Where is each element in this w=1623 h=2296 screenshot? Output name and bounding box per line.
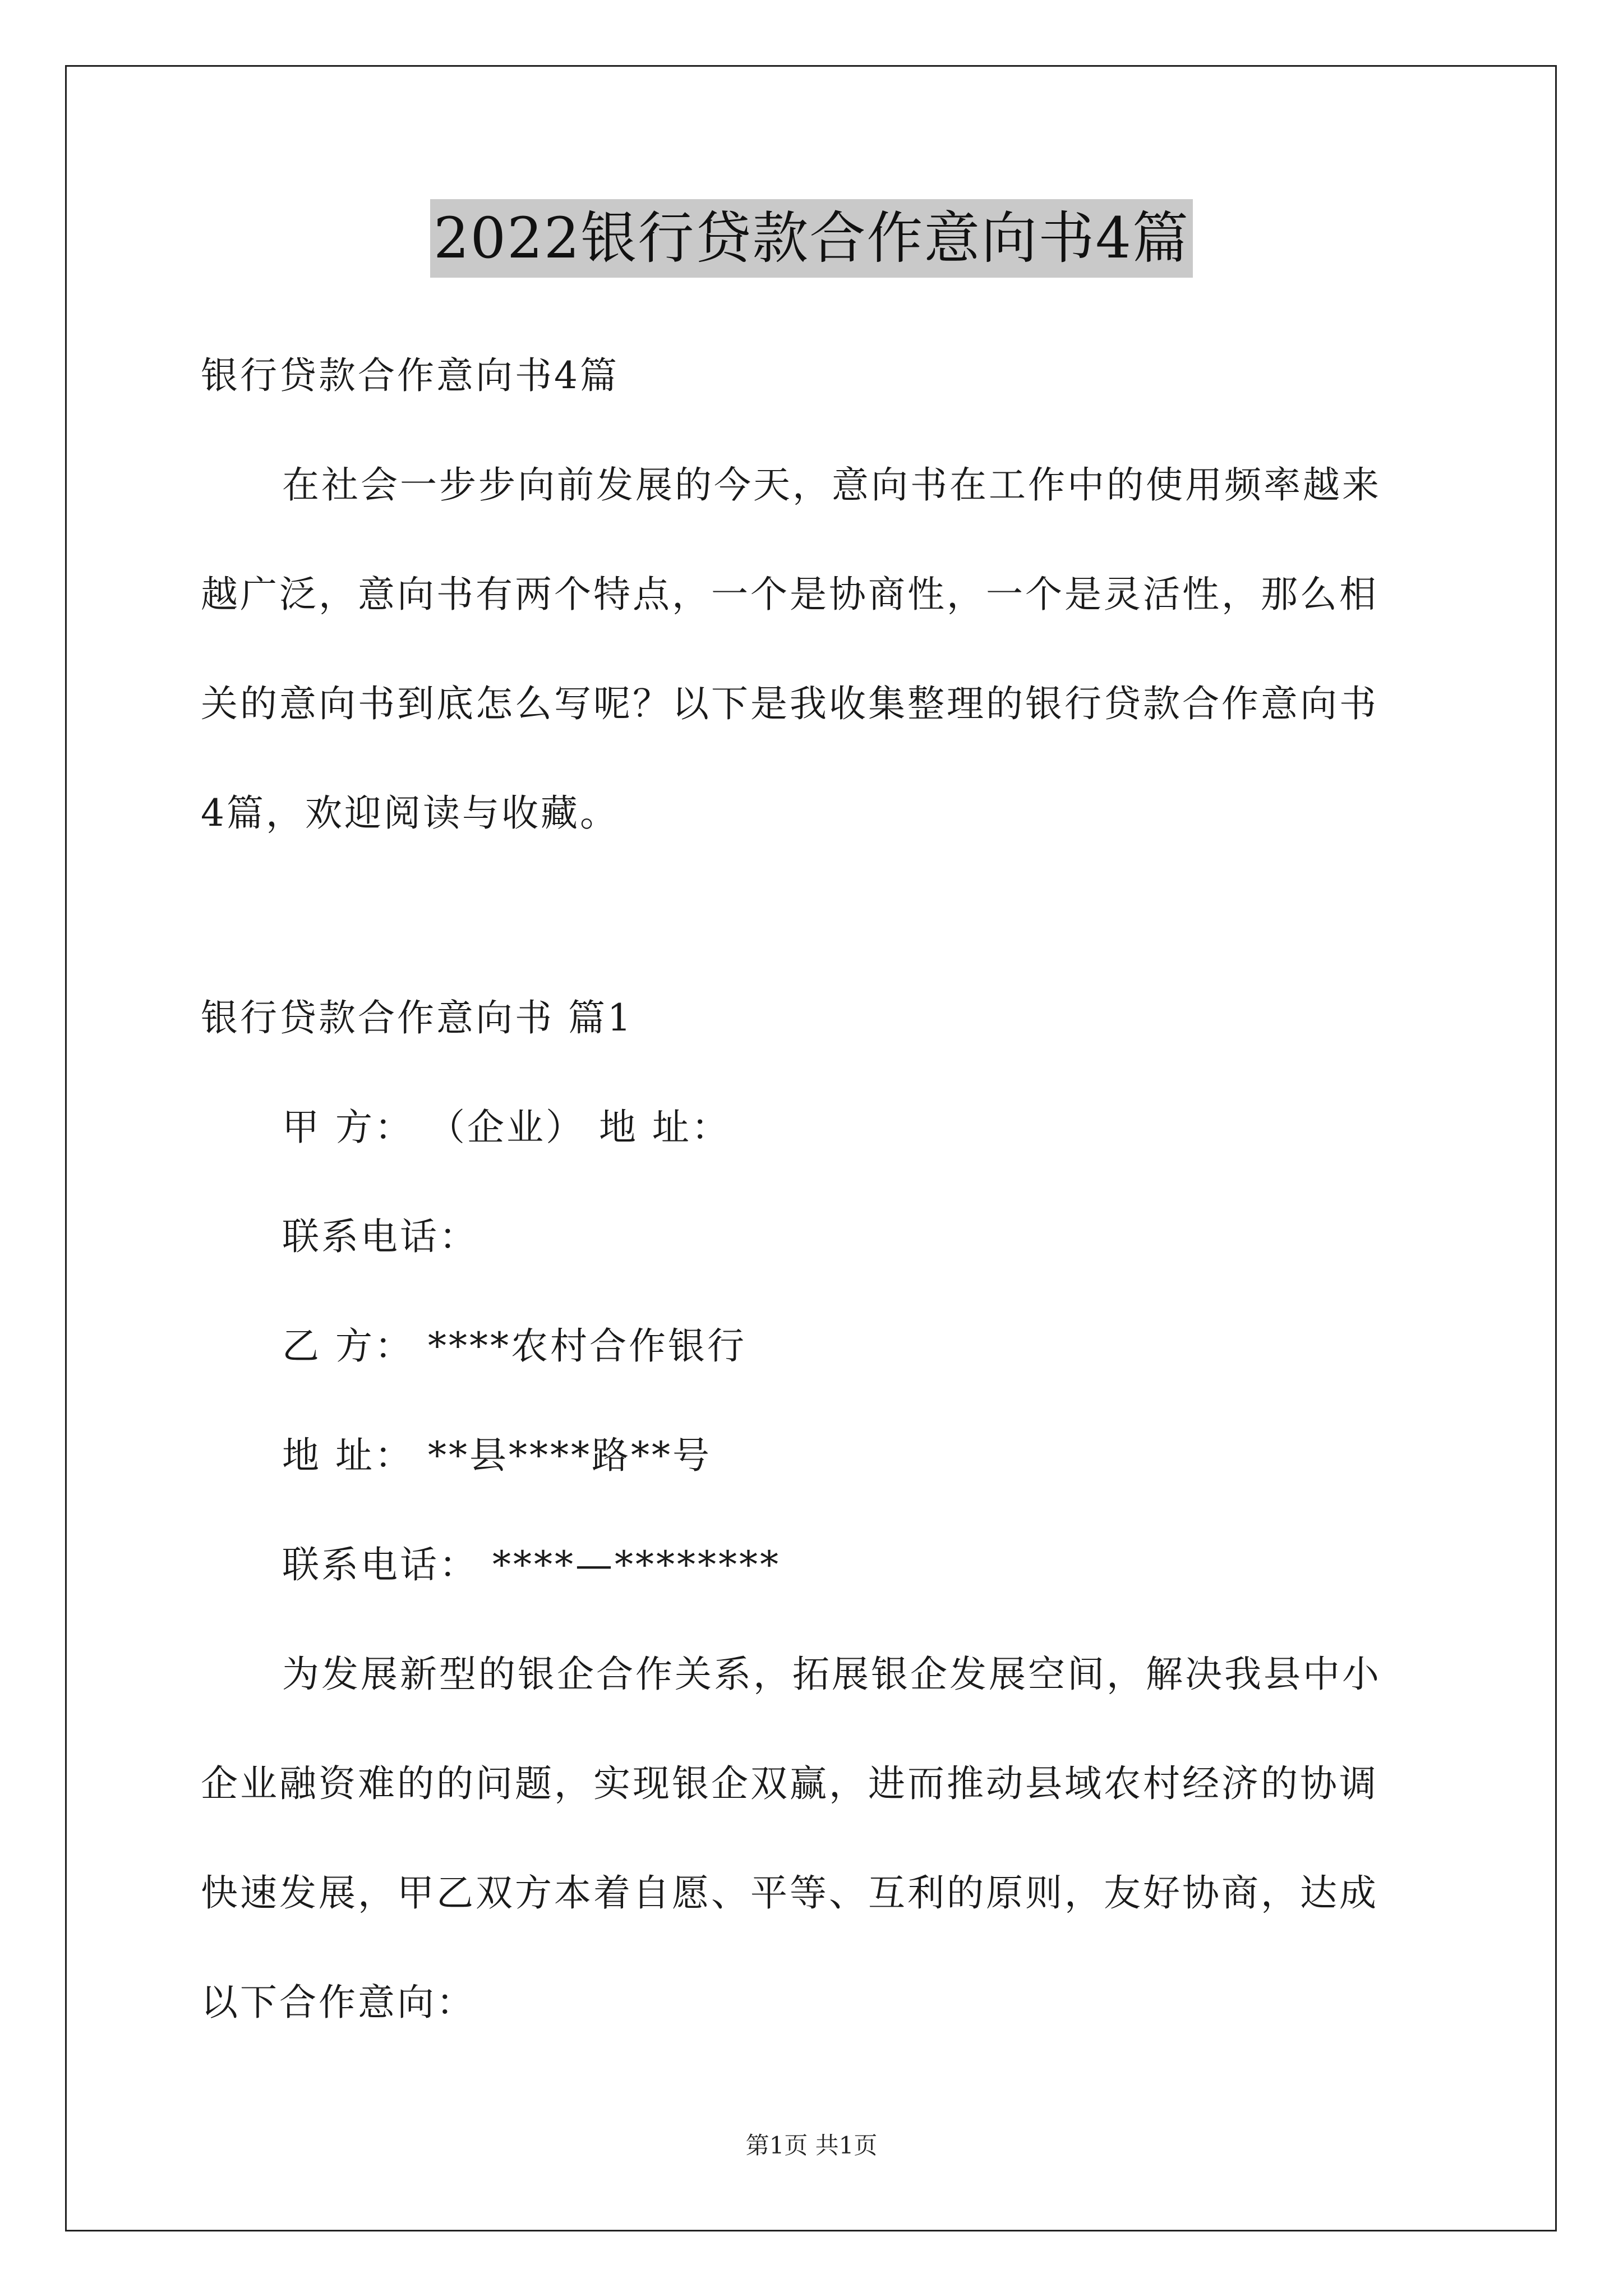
body-line-3: 快速发展，甲乙双方本着自愿、平等、互利的原则，友好协商，达成 bbox=[201, 1871, 1378, 1915]
party-b-address: 地 址： **县****路**号 bbox=[282, 1434, 712, 1477]
body-line-4: 以下合作意向： bbox=[201, 1981, 476, 2024]
party-b: 乙 方： ****农村合作银行 bbox=[282, 1324, 746, 1368]
intro-line-1: 在社会一步步向前发展的今天，意向书在工作中的使用频率越来 bbox=[282, 463, 1381, 507]
document-title: 2022银行贷款合作意向书4篇 bbox=[430, 199, 1193, 278]
section-heading: 银行贷款合作意向书 篇1 bbox=[201, 996, 633, 1039]
page-footer: 第1页 共1页 bbox=[745, 2132, 878, 2159]
intro-line-3: 关的意向书到底怎么写呢？以下是我收集整理的银行贷款合作意向书 bbox=[201, 682, 1378, 725]
party-b-phone: 联系电话： ****—******** bbox=[282, 1543, 781, 1586]
body-line-2: 企业融资难的的问题，实现银企双赢，进而推动县域农村经济的协调 bbox=[201, 1762, 1378, 1805]
document-subtitle: 银行贷款合作意向书4篇 bbox=[201, 354, 619, 397]
intro-line-2: 越广泛，意向书有两个特点，一个是协商性，一个是灵活性，那么相 bbox=[201, 573, 1378, 616]
body-line-1: 为发展新型的银企合作关系，拓展银企发展空间，解决我县中小 bbox=[282, 1653, 1381, 1696]
intro-line-4: 4篇，欢迎阅读与收藏。 bbox=[201, 792, 619, 835]
title-container bbox=[0, 199, 1623, 278]
party-a: 甲 方： （企业） 地 址： bbox=[282, 1106, 731, 1149]
party-a-phone: 联系电话： bbox=[282, 1215, 478, 1258]
